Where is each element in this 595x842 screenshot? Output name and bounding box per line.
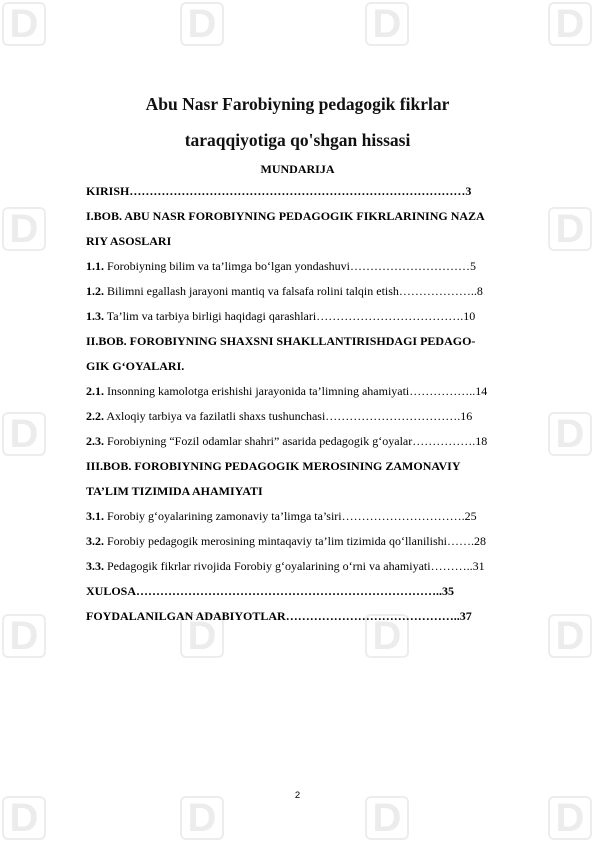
document-title-line-2: taraqqiyotiga qo'shgan hissasi bbox=[184, 130, 411, 150]
toc-entry-number: 2.1. bbox=[86, 384, 104, 398]
toc-entry bbox=[86, 309, 551, 324]
toc-entry-text: Insonning kamolotga erishishi jarayonida ta’limning ahamiyati……………..14 bbox=[104, 384, 488, 398]
document-title-line-1: Abu Nasr Farobiyning pedagogik fikrlar bbox=[145, 94, 450, 114]
toc-entry bbox=[86, 384, 551, 399]
toc-entry-number: 3.2. bbox=[86, 534, 104, 548]
toc-entry-number: 1.2. bbox=[86, 284, 104, 298]
toc-entry bbox=[86, 284, 551, 299]
toc-entry bbox=[86, 359, 551, 374]
toc-entry-number: 2.3. bbox=[86, 434, 104, 448]
toc-entry-text: III.BOB. FOROBIYNING PEDAGOGIK MEROSINING ZAMONAVIY bbox=[86, 459, 461, 473]
watermark-glyph: D bbox=[365, 2, 409, 46]
toc-entry-number: 2.2. bbox=[86, 409, 104, 423]
toc-entry bbox=[86, 234, 551, 249]
watermark-glyph: D bbox=[548, 614, 592, 658]
watermark-glyph: D bbox=[180, 2, 224, 46]
toc-entry bbox=[86, 434, 551, 449]
toc-entry bbox=[86, 509, 551, 524]
watermark-glyph: D bbox=[548, 207, 592, 251]
toc-entry-text: TA’LIM TIZIMIDA AHAMIYATI bbox=[86, 484, 263, 498]
toc-entry-text: FOYDALANILGAN ADABIYOTLAR……………………………………..37 bbox=[86, 609, 472, 623]
contents-heading: MUNDARIJA bbox=[260, 162, 335, 176]
toc-entry bbox=[86, 209, 551, 224]
watermark-glyph: D bbox=[2, 207, 46, 251]
watermark-glyph: D bbox=[180, 614, 224, 658]
toc-entry-text: Axloqiy tarbiya va fazilatli shaxs tushunchasi…………………………….16 bbox=[104, 409, 473, 423]
toc-entry-number: 1.1. bbox=[86, 259, 104, 273]
toc-entry bbox=[86, 334, 551, 349]
toc-entry bbox=[86, 484, 551, 499]
watermark-glyph: D bbox=[2, 614, 46, 658]
toc-entry-text: Ta’lim va tarbiya birligi haqidagi qarashlari……………………………….10 bbox=[104, 309, 476, 323]
toc-entry-number: 3.1. bbox=[86, 509, 104, 523]
toc-entry-text: Pedagogik fikrlar rivojida Forobiy g‘oyalarining o‘rni va ahamiyati………..31 bbox=[104, 559, 485, 573]
toc-entry-text: Forobiy g‘oyalarining zamonaviy ta’limga ta’siri………………………….25 bbox=[104, 509, 477, 523]
watermark-glyph: D bbox=[365, 796, 409, 840]
watermark-glyph: D bbox=[548, 2, 592, 46]
toc-entry bbox=[86, 184, 551, 199]
toc-entry-text: Bilimni egallash jarayoni mantiq va falsafa rolini talqin etish………………..8 bbox=[104, 284, 483, 298]
toc-entry-text: GIK G‘OYALARI. bbox=[86, 359, 185, 373]
watermark-glyph: D bbox=[2, 412, 46, 456]
toc-entry bbox=[86, 259, 551, 274]
watermark-glyph: D bbox=[548, 412, 592, 456]
watermark-glyph: D bbox=[548, 796, 592, 840]
toc-entry-text: II.BOB. FOROBIYNING SHAXSNI SHAKLLANTIRISHDAGI PEDAGO- bbox=[86, 334, 476, 348]
toc-entry-text: Forobiyning “Fozil odamlar shahri” asarida pedagogik g‘oyalar…………….18 bbox=[104, 434, 488, 448]
toc-entry bbox=[86, 459, 551, 474]
toc-entry-text: KIRISH…………………………………………………………………………3 bbox=[86, 184, 472, 198]
watermark-glyph: D bbox=[2, 796, 46, 840]
toc-entry bbox=[86, 534, 551, 549]
toc-entry bbox=[86, 609, 551, 624]
watermark-glyph: D bbox=[180, 796, 224, 840]
toc-entry-text: RIY ASOSLARI bbox=[86, 234, 172, 248]
toc-entry-number: 1.3. bbox=[86, 309, 104, 323]
toc-entry-text: Forobiy pedagogik merosining mintaqaviy ta’lim tizimida qo‘llanilishi…….28 bbox=[104, 534, 486, 548]
watermark-glyph: D bbox=[2, 2, 46, 46]
toc-entry-text: Forobiyning bilim va ta’limga bo‘lgan yondashuvi…………………………5 bbox=[104, 259, 476, 273]
toc-entry-number: 3.3. bbox=[86, 559, 104, 573]
toc-entry bbox=[86, 584, 551, 599]
toc-entry-text: XULOSA…………………………………………………………………..35 bbox=[86, 584, 455, 598]
toc-entry bbox=[86, 559, 551, 574]
watermark-glyph: D bbox=[365, 614, 409, 658]
page-number: 2 bbox=[294, 790, 301, 801]
toc-entry-text: I.BOB. ABU NASR FOROBIYNING PEDAGOGIK FIKRLARINING NAZA bbox=[86, 209, 485, 223]
toc-entry bbox=[86, 409, 551, 424]
